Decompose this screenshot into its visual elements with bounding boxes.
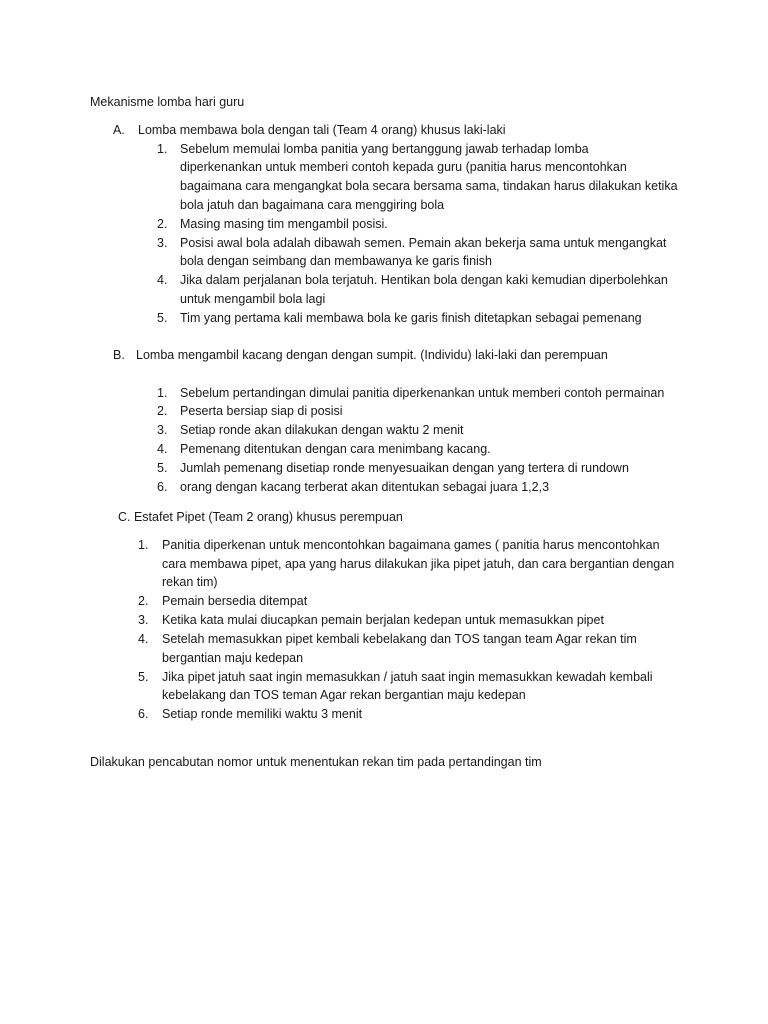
- section-c-item-5-line-2: kebelakang dan TOS teman Agar rekan bergantian maju kedepan: [162, 688, 526, 702]
- section-a-item-1-number: 1.: [157, 142, 168, 156]
- section-c-heading: C. Estafet Pipet (Team 2 orang) khusus perempuan: [118, 510, 403, 524]
- section-c-item-1-line-1: Panitia diperkenan untuk mencontohkan bagaimana games ( panitia harus mencontohkan: [162, 538, 660, 552]
- section-c-item-2-number: 2.: [138, 594, 149, 608]
- section-a-item-4-number: 4.: [157, 273, 168, 287]
- section-c-item-1-line-2: cara membawa pipet, apa yang harus dilakukan jika pipet jatuh, dan cara bergantian dengan: [162, 557, 675, 571]
- section-a-heading: Lomba membawa bola dengan tali (Team 4 orang) khusus laki-laki: [138, 123, 506, 137]
- section-a-item-5-line-1: Tim yang pertama kali membawa bola ke garis finish ditetapkan sebagai pemenang: [180, 311, 642, 325]
- section-a-item-5-number: 5.: [157, 311, 168, 325]
- section-b-item-2-number: 2.: [157, 404, 168, 418]
- section-a-item-2-line-1: Masing masing tim mengambil posisi.: [180, 217, 388, 231]
- section-a-marker: A.: [113, 123, 125, 137]
- section-c-item-6-number: 6.: [138, 707, 149, 721]
- section-b-item-3-number: 3.: [157, 423, 168, 437]
- section-c-item-5-number: 5.: [138, 670, 149, 684]
- section-a-item-1-line-3: bagaimana cara mengangkat bola secara bersama sama, tindakan harus dilakukan ketika: [180, 179, 678, 193]
- section-a-item-3-number: 3.: [157, 236, 168, 250]
- section-b-item-6-number: 6.: [157, 480, 168, 494]
- section-b-item-5-line-1: Jumlah pemenang disetiap ronde menyesuaikan dengan yang tertera di rundown: [180, 461, 629, 475]
- section-c-item-4-line-1: Setelah memasukkan pipet kembali kebelakang dan TOS tangan team Agar rekan tim: [162, 632, 637, 646]
- section-b-marker: B.: [113, 348, 125, 362]
- section-b-item-4-line-1: Pemenang ditentukan dengan cara menimbang kacang.: [180, 442, 491, 456]
- section-b-item-5-number: 5.: [157, 461, 168, 475]
- section-c-item-2-line-1: Pemain bersedia ditempat: [162, 594, 308, 608]
- section-c-item-4-line-2: bergantian maju kedepan: [162, 651, 304, 665]
- section-b-item-2-line-1: Peserta bersiap siap di posisi: [180, 404, 343, 418]
- section-b-heading: Lomba mengambil kacang dengan dengan sumpit. (Individu) laki-laki dan perempuan: [136, 348, 608, 362]
- section-b-item-6-line-1: orang dengan kacang terberat akan ditentukan sebagai juara 1,2,3: [180, 480, 550, 494]
- section-c-item-1-line-3: rekan tim): [162, 575, 218, 589]
- section-c-item-3-line-1: Ketika kata mulai diucapkan pemain berjalan kedepan untuk memasukkan pipet: [162, 613, 604, 627]
- section-c-item-3-number: 3.: [138, 613, 149, 627]
- section-a-item-3-line-2: bola dengan seimbang dan membawanya ke garis finish: [180, 254, 492, 268]
- section-b-item-3-line-1: Setiap ronde akan dilakukan dengan waktu 2 menit: [180, 423, 464, 437]
- document-title: Mekanisme lomba hari guru: [90, 95, 245, 109]
- footer-note: Dilakukan pencabutan nomor untuk menentukan rekan tim pada pertandingan tim: [90, 755, 542, 769]
- section-c-item-4-number: 4.: [138, 632, 149, 646]
- section-c-item-5-line-1: Jika pipet jatuh saat ingin memasukkan / jatuh saat ingin memasukkan kewadah kembali: [162, 670, 653, 684]
- section-c-item-6-line-1: Setiap ronde memiliki waktu 3 menit: [162, 707, 363, 721]
- section-a-item-4-line-1: Jika dalam perjalanan bola terjatuh. Hentikan bola dengan kaki kemudian diperbolehkan: [180, 273, 668, 287]
- section-a-item-3-line-1: Posisi awal bola adalah dibawah semen. Pemain akan bekerja sama untuk mengangkat: [180, 236, 667, 250]
- section-b-item-4-number: 4.: [157, 442, 168, 456]
- section-a-item-1-line-1: Sebelum memulai lomba panitia yang bertanggung jawab terhadap lomba: [180, 142, 589, 156]
- section-a-item-1-line-4: bola jatuh dan bagaimana cara menggiring bola: [180, 198, 445, 212]
- section-b-item-1-number: 1.: [157, 386, 168, 400]
- section-b-item-1-line-1: Sebelum pertandingan dimulai panitia diperkenankan untuk memberi contoh permainan: [180, 386, 665, 400]
- section-a-item-1-line-2: diperkenankan untuk memberi contoh kepada guru (panitia harus mencontohkan: [180, 160, 627, 174]
- section-a-item-4-line-2: untuk mengambil bola lagi: [180, 292, 326, 306]
- section-a-item-2-number: 2.: [157, 217, 168, 231]
- section-c-item-1-number: 1.: [138, 538, 149, 552]
